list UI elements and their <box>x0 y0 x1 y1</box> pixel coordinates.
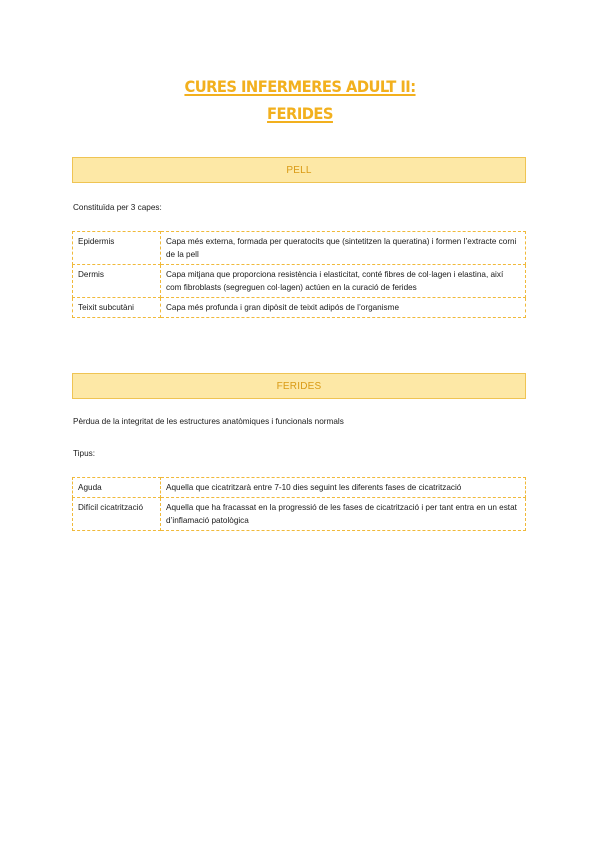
document-title-line-1: CURES INFERMERES ADULT II: <box>184 77 416 96</box>
pell-layers-table <box>72 231 526 318</box>
ferides-types-label: Tipus: <box>73 449 95 458</box>
wound-type-definition: Aquella que ha fracassat en la progressió de les fases de cicatrització i per tant entra en un estat d’inflamació patològica <box>161 498 526 531</box>
ferides-definition: Pèrdua de la integritat de les estructures anatòmiques i funcionals normals <box>73 417 344 426</box>
section-heading-pell: PELL <box>72 157 526 183</box>
table-row <box>73 265 526 298</box>
layer-term: Epidermis <box>73 232 161 265</box>
table-row <box>73 478 526 498</box>
layer-term: Dermis <box>73 265 161 298</box>
layer-definition: Capa més profunda i gran dipòsit de teixit adipós de l’organisme <box>161 298 526 318</box>
wound-type-term: Aguda <box>73 478 161 498</box>
pell-intro: Constituïda per 3 capes: <box>73 203 162 212</box>
table-row <box>73 298 526 318</box>
layer-term: Teixit subcutàni <box>73 298 161 318</box>
section-heading-ferides: FERIDES <box>72 373 526 399</box>
document-title-line-2: FERIDES <box>267 104 333 123</box>
table-row <box>73 498 526 531</box>
ferides-types-table <box>72 477 526 531</box>
layer-definition: Capa més externa, formada per queratocits que (sintetitzen la queratina) i formen l’extracte corni de la pell <box>161 232 526 265</box>
table-row <box>73 232 526 265</box>
layer-definition: Capa mitjana que proporciona resistència i elasticitat, conté fibres de col·lagen i elastina, així com fibroblasts (segreguen col·lagen) actúen en la curació de ferides <box>161 265 526 298</box>
wound-type-term: Difícil cicatrització <box>73 498 161 531</box>
wound-type-definition: Aquella que cicatritzarà entre 7-10 dies seguint les diferents fases de cicatrització <box>161 478 526 498</box>
